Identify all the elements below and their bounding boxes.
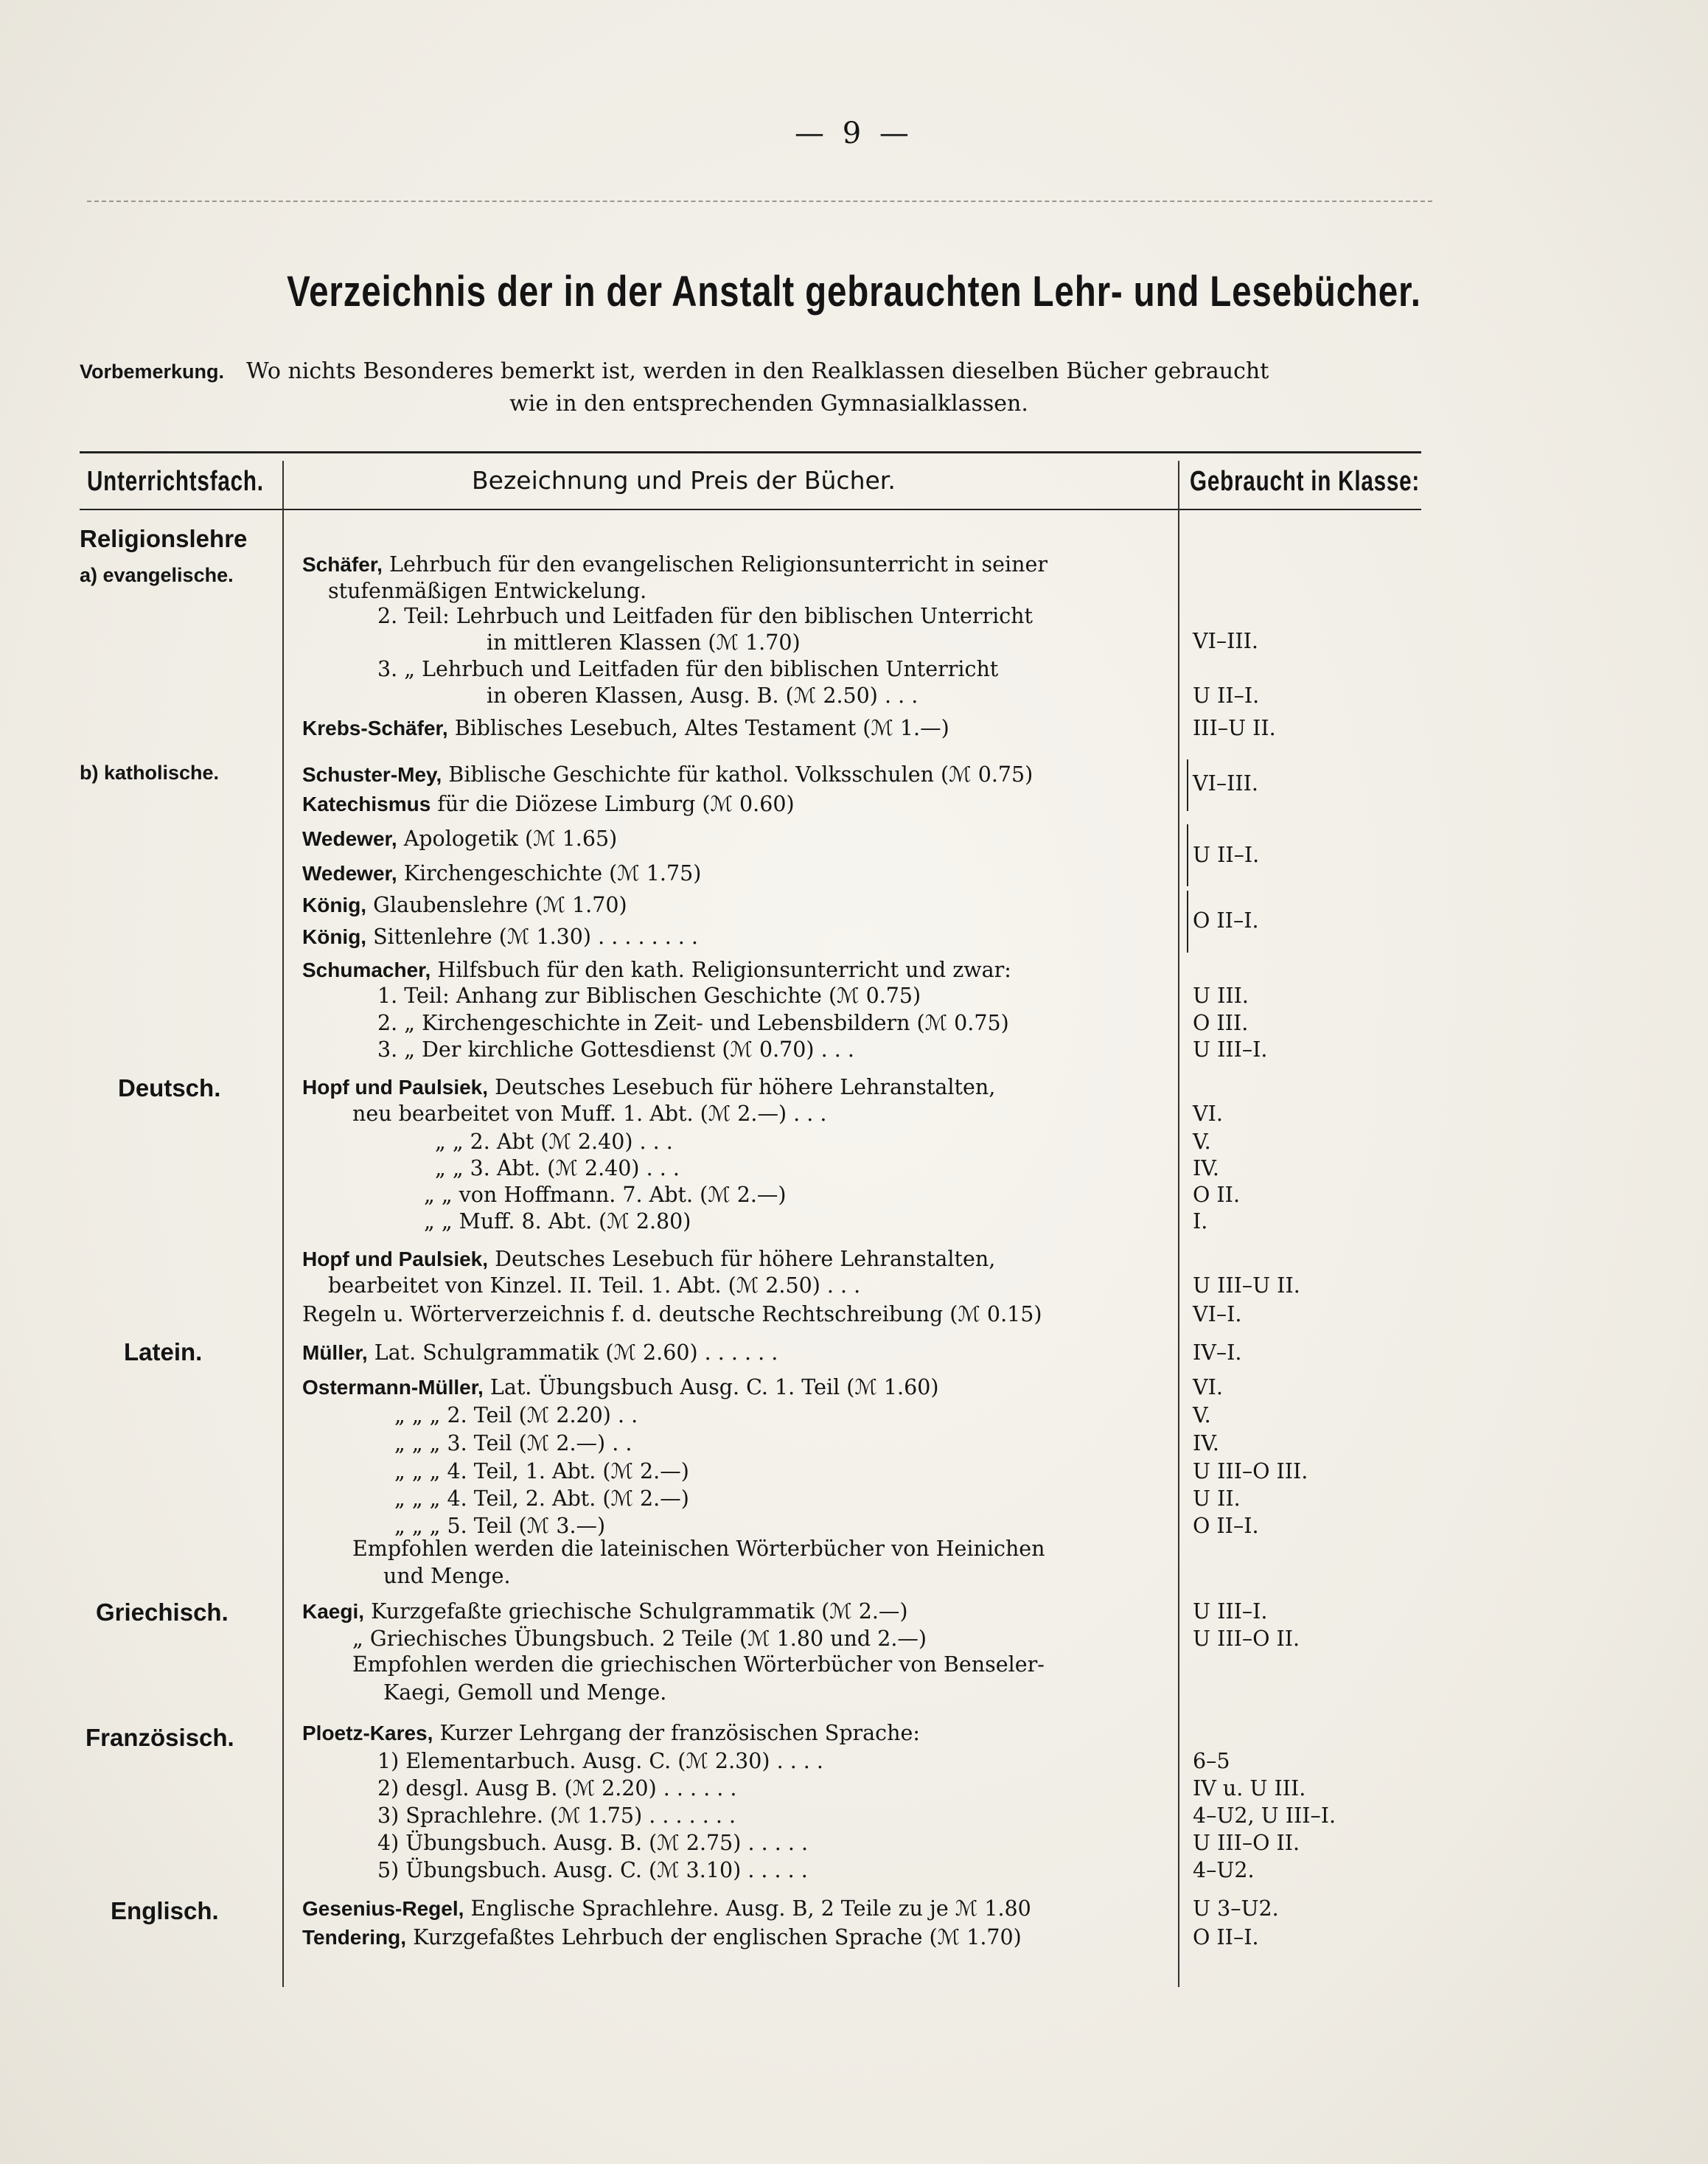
book-line: und Menge. xyxy=(383,1564,511,1588)
book-line: Wedewer, Kirchengeschichte (ℳ 1.75) xyxy=(302,861,702,886)
book-line: stufenmäßigen Entwickelung. xyxy=(328,579,647,603)
class-value: VI. xyxy=(1193,1375,1223,1399)
book-line: Hopf und Paulsiek, Deutsches Lesebuch für höhere Lehranstalten, xyxy=(302,1247,996,1271)
class-value: O II. xyxy=(1193,1183,1240,1207)
book-line: „ „ „ 2. Teil (ℳ 2.20) . . xyxy=(394,1403,638,1427)
header-books: Bezeichnung und Preis der Bücher. xyxy=(472,466,896,495)
book-line: Müller, Lat. Schulgrammatik (ℳ 2.60) . . . . . . xyxy=(302,1340,778,1365)
class-value: III–U II. xyxy=(1193,716,1276,740)
book-line: 5) Übungsbuch. Ausg. C. (ℳ 3.10) . . . . . xyxy=(377,1858,808,1882)
class-value: V. xyxy=(1193,1130,1211,1154)
book-line: Schäfer, Lehrbuch für den evangelischen Religionsunterricht in seiner xyxy=(302,552,1048,577)
subject-franzoesisch: Französisch. xyxy=(86,1724,234,1751)
subject-englisch: Englisch. xyxy=(111,1897,219,1924)
subject-latein: Latein. xyxy=(124,1338,203,1365)
subject-deutsch: Deutsch. xyxy=(118,1074,221,1102)
class-value: U II. xyxy=(1193,1486,1241,1511)
class-value: IV–I. xyxy=(1193,1340,1242,1365)
class-value: U II–I. xyxy=(1193,843,1260,867)
book-line: 1) Elementarbuch. Ausg. C. (ℳ 2.30) . . . . xyxy=(377,1749,823,1773)
top-rule xyxy=(87,201,1432,202)
table-header-rule xyxy=(80,509,1421,510)
book-line: Hopf und Paulsiek, Deutsches Lesebuch für höhere Lehranstalten, xyxy=(302,1075,996,1099)
book-line: „ „ „ 4. Teil, 2. Abt. (ℳ 2.—) xyxy=(394,1486,689,1511)
page-number: — 9 — xyxy=(795,116,913,150)
book-line: Tendering, Kurzgefaßtes Lehrbuch der englischen Sprache (ℳ 1.70) xyxy=(302,1925,1022,1949)
book-line: 3. „ Der kirchliche Gottesdienst (ℳ 0.70) . . . xyxy=(377,1037,854,1062)
class-value: U III–O II. xyxy=(1193,1627,1300,1651)
class-value: IV. xyxy=(1193,1431,1219,1455)
preface-line-1: Wo nichts Besonderes bemerkt ist, werden in den Realklassen dieselben Bücher gebraucht xyxy=(246,358,1269,384)
class-value: 4–U2. xyxy=(1193,1858,1255,1882)
column-divider-left xyxy=(282,461,284,1987)
book-line: König, Glaubenslehre (ℳ 1.70) xyxy=(302,893,627,917)
class-value: U III. xyxy=(1193,984,1249,1008)
book-line: 4) Übungsbuch. Ausg. B. (ℳ 2.75) . . . . . xyxy=(377,1831,808,1855)
page-title: Verzeichnis der in der Anstalt gebrauchten Lehr- und Lesebücher. xyxy=(287,268,1421,316)
class-value: U III–O II. xyxy=(1193,1831,1300,1855)
class-value: 4–U2, U III–I. xyxy=(1193,1803,1336,1828)
book-line: „ „ „ 3. Teil (ℳ 2.—) . . xyxy=(394,1431,632,1455)
class-value: 6–5 xyxy=(1193,1749,1230,1773)
class-value: U II–I. xyxy=(1193,683,1260,708)
book-line: Ploetz-Kares, Kurzer Lehrgang der französischen Sprache: xyxy=(302,1721,920,1745)
book-line: Wedewer, Apologetik (ℳ 1.65) xyxy=(302,827,618,851)
column-divider-right xyxy=(1178,461,1179,1987)
brace-katholisch-2 xyxy=(1181,824,1188,886)
book-line: Schuster-Mey, Biblische Geschichte für kathol. Volksschulen (ℳ 0.75) xyxy=(302,762,1033,787)
class-value: U III–O III. xyxy=(1193,1459,1308,1483)
class-value: V. xyxy=(1193,1403,1211,1427)
subject-griechisch: Griechisch. xyxy=(96,1598,229,1626)
book-line: „ „ „ 4. Teil, 1. Abt. (ℳ 2.—) xyxy=(394,1459,689,1483)
class-value: VI–III. xyxy=(1193,629,1258,653)
book-line: 1. Teil: Anhang zur Biblischen Geschichte (ℳ 0.75) xyxy=(377,984,921,1008)
class-value: O II–I. xyxy=(1193,1514,1259,1538)
book-line: „ „ „ 5. Teil (ℳ 3.—) xyxy=(394,1514,606,1538)
book-line: „ „ Muff. 8. Abt. (ℳ 2.80) xyxy=(424,1209,691,1234)
book-line: Empfohlen werden die griechischen Wörterbücher von Benseler- xyxy=(352,1652,1045,1677)
book-line: 2. Teil: Lehrbuch und Leitfaden für den biblischen Unterricht xyxy=(377,604,1033,628)
book-line: neu bearbeitet von Muff. 1. Abt. (ℳ 2.—) . . . xyxy=(352,1102,827,1126)
book-line: König, Sittenlehre (ℳ 1.30) . . . . . . . . xyxy=(302,925,698,949)
preface-label: Vorbemerkung. xyxy=(80,361,225,383)
book-line: in mittleren Klassen (ℳ 1.70) xyxy=(487,630,801,655)
book-line: 3. „ Lehrbuch und Leitfaden für den biblischen Unterricht xyxy=(377,657,999,681)
book-line: in oberen Klassen, Ausg. B. (ℳ 2.50) . . . xyxy=(487,683,919,708)
class-value: U III–I. xyxy=(1193,1599,1268,1624)
book-line: Ostermann-Müller, Lat. Übungsbuch Ausg. C. 1. Teil (ℳ 1.60) xyxy=(302,1375,939,1399)
book-line: Krebs-Schäfer, Biblisches Lesebuch, Altes Testament (ℳ 1.—) xyxy=(302,716,949,740)
class-value: O II–I. xyxy=(1193,908,1259,933)
book-line: Katechismus für die Diözese Limburg (ℳ 0.60) xyxy=(302,792,795,816)
book-line: „ Griechisches Übungsbuch. 2 Teile (ℳ 1.80 und 2.—) xyxy=(352,1627,927,1651)
class-value: O III. xyxy=(1193,1011,1249,1035)
preface xyxy=(80,355,1429,420)
book-line: Empfohlen werden die lateinischen Wörterbücher von Heinichen xyxy=(352,1537,1045,1561)
class-value: VI–III. xyxy=(1193,771,1258,796)
class-value: U III–U II. xyxy=(1193,1273,1300,1298)
subject-religion-katholisch: b) katholische. xyxy=(80,762,220,784)
class-value: VI–I. xyxy=(1193,1302,1242,1326)
class-value: U III–I. xyxy=(1193,1037,1268,1062)
book-line: „ „ von Hoffmann. 7. Abt. (ℳ 2.—) xyxy=(424,1183,787,1207)
class-value: U 3–U2. xyxy=(1193,1896,1279,1921)
book-line: Kaegi, Kurzgefaßte griechische Schulgrammatik (ℳ 2.—) xyxy=(302,1599,908,1624)
preface-line-2: wie in den entsprechenden Gymnasialklassen. xyxy=(509,391,1028,417)
book-line: „ „ 2. Abt (ℳ 2.40) . . . xyxy=(435,1130,673,1154)
book-line: bearbeitet von Kinzel. II. Teil. 1. Abt. (ℳ 2.50) . . . xyxy=(328,1273,861,1298)
subject-religion: Religionslehre xyxy=(80,525,248,552)
header-subject: Unterrichtsfach. xyxy=(87,466,264,497)
brace-katholisch-3 xyxy=(1181,891,1188,953)
book-line: 3) Sprachlehre. (ℳ 1.75) . . . . . . . xyxy=(377,1803,736,1828)
book-line: Gesenius-Regel, Englische Sprachlehre. Ausg. B, 2 Teile zu je ℳ 1.80 xyxy=(302,1896,1031,1921)
header-classes: Gebraucht in Klasse: xyxy=(1190,466,1421,497)
class-value: IV. xyxy=(1193,1156,1219,1180)
subject-religion-evangelisch: a) evangelische. xyxy=(80,564,234,586)
book-line: Schumacher, Hilfsbuch für den kath. Religionsunterricht und zwar: xyxy=(302,958,1011,982)
class-value: VI. xyxy=(1193,1102,1223,1126)
book-line: 2) desgl. Ausg B. (ℳ 2.20) . . . . . . xyxy=(377,1776,737,1801)
book-line: Kaegi, Gemoll und Menge. xyxy=(383,1680,667,1705)
book-line: „ „ 3. Abt. (ℳ 2.40) . . . xyxy=(435,1156,680,1180)
book-line: 2. „ Kirchengeschichte in Zeit- und Lebensbildern (ℳ 0.75) xyxy=(377,1011,1009,1035)
class-value: IV u. U III. xyxy=(1193,1776,1306,1801)
table-top-rule xyxy=(80,451,1421,453)
class-value: I. xyxy=(1193,1209,1208,1234)
book-line: Regeln u. Wörterverzeichnis f. d. deutsche Rechtschreibung (ℳ 0.15) xyxy=(302,1302,1042,1326)
brace-katholisch-1 xyxy=(1181,759,1188,811)
class-value: O II–I. xyxy=(1193,1925,1259,1949)
